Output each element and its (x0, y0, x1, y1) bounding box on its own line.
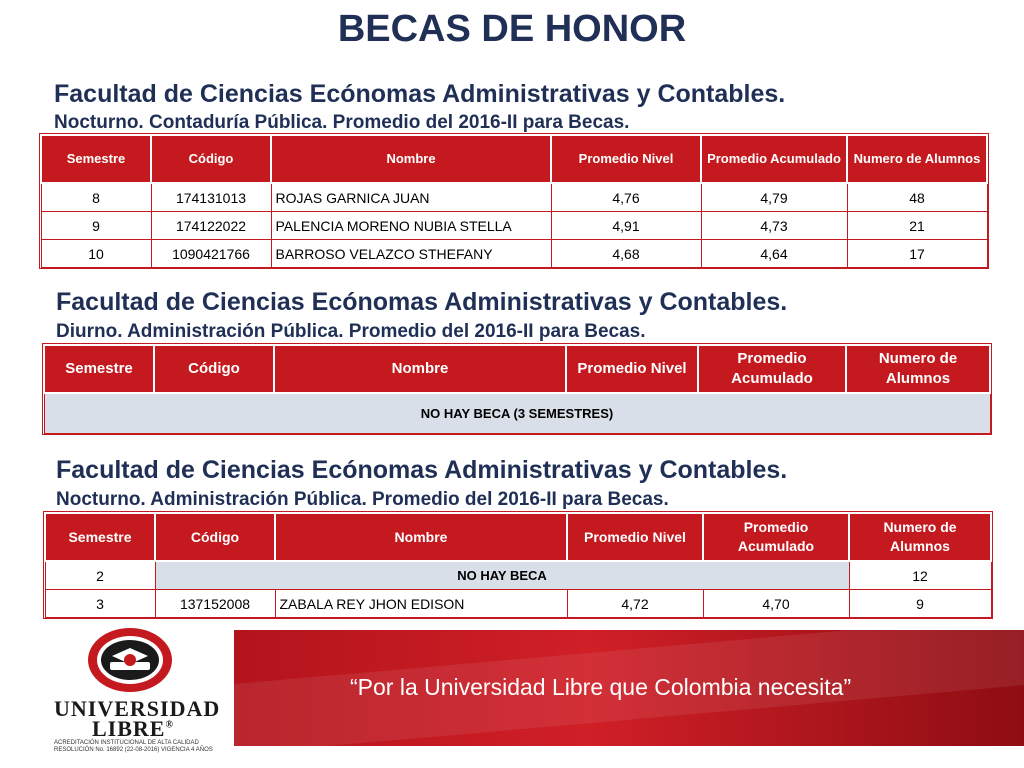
cell-semestre: 10 (41, 240, 151, 268)
cell-alumnos: 12 (849, 561, 991, 590)
no-beca-message: NO HAY BECA (155, 561, 849, 590)
table-row (44, 393, 990, 434)
scholarship-table-3 (44, 512, 992, 618)
col-promedio-nivel: Promedio Nivel (551, 135, 701, 183)
table-row (45, 561, 991, 590)
motto-banner (234, 630, 1024, 746)
university-seal-icon (86, 626, 174, 694)
cell-promedio-acumulado: 4,70 (703, 590, 849, 618)
accreditation-line1: ACREDITACIÓN INSTITUCIONAL DE ALTA CALIDAD (54, 740, 199, 746)
col-codigo: Código (155, 513, 275, 561)
cell-semestre: 8 (41, 183, 151, 212)
cell-codigo: 137152008 (155, 590, 275, 618)
col-numero-alumnos: Numero de Alumnos (847, 135, 987, 183)
table-row (45, 590, 991, 618)
cell-promedio-nivel: 4,91 (551, 212, 701, 240)
col-numero-alumnos: Numero de Alumnos (849, 513, 991, 561)
brand-name-line2: LIBRE® (92, 716, 174, 741)
brand-name-line1: UNIVERSIDAD (54, 696, 221, 721)
section-3-heading: Facultad de Ciencias Ecónomas Administrativas y Contables. (56, 456, 788, 484)
cell-codigo: 174122022 (151, 212, 271, 240)
cell-promedio-nivel: 4,76 (551, 183, 701, 212)
col-promedio-acumulado: Promedio Acumulado (698, 345, 846, 393)
cell-promedio-nivel: 4,72 (567, 590, 703, 618)
cell-nombre: PALENCIA MORENO NUBIA STELLA (271, 212, 551, 240)
no-beca-message: NO HAY BECA (3 SEMESTRES) (44, 393, 990, 434)
cell-nombre: ZABALA REY JHON EDISON (275, 590, 567, 618)
col-nombre: Nombre (275, 513, 567, 561)
accreditation-line2: RESOLUCIÓN No. 16892 (22-08-2016) VIGENCIA 4 AÑOS (54, 747, 213, 753)
col-promedio-acumulado: Promedio Acumulado (701, 135, 847, 183)
university-logo (48, 626, 220, 754)
col-semestre: Semestre (41, 135, 151, 183)
table-header-row (44, 345, 990, 393)
col-promedio-acumulado: Promedio Acumulado (703, 513, 849, 561)
col-semestre: Semestre (44, 345, 154, 393)
cell-alumnos: 17 (847, 240, 987, 268)
table-header-row (45, 513, 991, 561)
col-codigo: Código (151, 135, 271, 183)
section-1-subheading: Nocturno. Contaduría Pública. Promedio del 2016-II para Becas. (54, 112, 630, 133)
cell-promedio-acumulado: 4,64 (701, 240, 847, 268)
cell-nombre: BARROSO VELAZCO STHEFANY (271, 240, 551, 268)
motto-quote: “Por la Universidad Libre que Colombia necesita” (350, 674, 852, 700)
cell-codigo: 174131013 (151, 183, 271, 212)
cell-alumnos: 48 (847, 183, 987, 212)
cell-promedio-acumulado: 4,73 (701, 212, 847, 240)
section-3-subheading: Nocturno. Administración Pública. Promedio del 2016-II para Becas. (56, 489, 669, 510)
col-promedio-nivel: Promedio Nivel (567, 513, 703, 561)
col-codigo: Código (154, 345, 274, 393)
col-numero-alumnos: Numero de Alumnos (846, 345, 990, 393)
section-2-heading: Facultad de Ciencias Ecónomas Administrativas y Contables. (56, 288, 788, 316)
col-nombre: Nombre (274, 345, 566, 393)
section-1-heading: Facultad de Ciencias Ecónomas Administrativas y Contables. (54, 80, 786, 108)
cell-promedio-acumulado: 4,79 (701, 183, 847, 212)
section-2-subheading: Diurno. Administración Pública. Promedio del 2016-II para Becas. (56, 321, 646, 342)
table-header-row (41, 135, 987, 183)
cell-semestre: 3 (45, 590, 155, 618)
scholarship-table-1 (40, 134, 988, 268)
table-row (41, 212, 987, 240)
scholarship-table-2 (43, 344, 991, 434)
page-title: BECAS DE HONOR (337, 8, 687, 50)
cell-semestre: 2 (45, 561, 155, 590)
table-row (41, 183, 987, 212)
cell-semestre: 9 (41, 212, 151, 240)
cell-alumnos: 21 (847, 212, 987, 240)
cell-alumnos: 9 (849, 590, 991, 618)
col-nombre: Nombre (271, 135, 551, 183)
col-promedio-nivel: Promedio Nivel (566, 345, 698, 393)
col-semestre: Semestre (45, 513, 155, 561)
cell-nombre: ROJAS GARNICA JUAN (271, 183, 551, 212)
table-row (41, 240, 987, 268)
cell-promedio-nivel: 4,68 (551, 240, 701, 268)
cell-codigo: 1090421766 (151, 240, 271, 268)
